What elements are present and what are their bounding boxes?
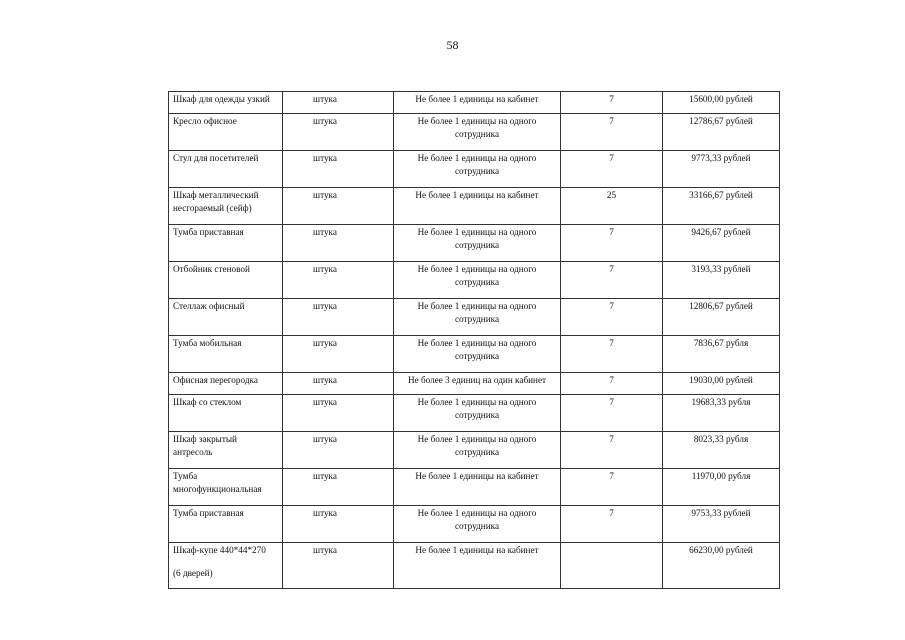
unit-text: штука [313,190,337,200]
unit-cell [283,262,394,299]
quantity-text: 7 [609,471,614,481]
item-name-cell [169,262,283,299]
item-name-cell [169,188,283,225]
price-cell [663,543,780,589]
norm-text: Не более 1 единицы на одного сотрудника [417,301,537,324]
table-row [169,432,780,469]
norm-cell [394,395,561,432]
table-body [169,92,780,589]
quantity-text: 7 [609,397,614,407]
unit-text: штука [313,94,337,104]
page-number: 58 [446,38,459,52]
price-text: 8023,33 рубля [693,434,749,444]
furniture-norms-table [168,91,780,589]
item-name-cell [169,432,283,469]
price-cell [663,336,780,373]
unit-text: штука [313,397,337,407]
unit-text: штука [313,338,337,348]
item-name-cell [169,373,283,395]
unit-cell [283,469,394,506]
item-name-cell [169,114,283,151]
item-name-text: Тумба приставная [173,508,244,518]
unit-cell [283,432,394,469]
norm-text: Не более 1 единицы на одного сотрудника [417,264,537,287]
price-text: 12806,67 рублей [689,301,753,311]
norm-cell [394,506,561,543]
norm-cell [394,188,561,225]
item-name-text: Тумба приставная [173,227,244,237]
price-cell [663,262,780,299]
norm-cell [394,114,561,151]
unit-cell [283,395,394,432]
table-row [169,151,780,188]
unit-cell [283,506,394,543]
price-text: 15600,00 рублей [689,94,753,104]
price-cell [663,469,780,506]
table-row [169,299,780,336]
norm-cell [394,299,561,336]
item-name-text: Стул для посетителей [173,153,259,163]
price-cell [663,373,780,395]
quantity-cell [561,188,663,225]
quantity-text: 25 [606,190,617,200]
item-name-text: Стеллаж офисный [173,301,245,311]
norm-text: Не более 3 единиц на один кабинет [407,375,547,385]
price-text: 9753,33 рублей [691,508,751,518]
quantity-cell [561,299,663,336]
price-text: 12786,67 рублей [689,116,753,126]
price-cell [663,299,780,336]
price-cell [663,114,780,151]
price-cell [663,432,780,469]
unit-cell [283,543,394,589]
item-name-cell [169,469,283,506]
quantity-cell [561,225,663,262]
quantity-text: 7 [609,94,614,104]
price-text: 3193,33 рублей [691,264,751,274]
norm-cell [394,469,561,506]
norm-text: Не более 1 единицы на одного сотрудника [417,153,537,176]
quantity-cell [561,432,663,469]
norm-text: Не более 1 единицы на одного сотрудника [417,434,537,457]
quantity-text: 7 [609,301,614,311]
quantity-text: 7 [609,227,614,237]
quantity-text: 7 [609,116,614,126]
quantity-text: 7 [609,508,614,518]
table-row [169,92,780,114]
price-text: 66230,00 рублей [689,545,753,555]
item-name-text: Шкаф закрытый антресоль [173,434,237,457]
item-name-cell [169,506,283,543]
unit-cell [283,92,394,114]
item-name-cell [169,92,283,114]
unit-cell [283,336,394,373]
quantity-cell [561,336,663,373]
price-text: 9773,33 рублей [691,153,751,163]
quantity-cell [561,395,663,432]
quantity-text: 7 [609,338,614,348]
item-name-cell [169,151,283,188]
norm-text: Не более 1 единицы на одного сотрудника [417,397,537,420]
table-row [169,336,780,373]
norm-cell [394,262,561,299]
price-text: 7836,67 рубля [693,338,749,348]
unit-text: штука [313,471,337,481]
item-name-text: Кресло офисное [173,116,237,126]
item-name-cell [169,225,283,262]
norm-cell [394,92,561,114]
item-name-text: Шкаф для одежды узкий [173,94,270,104]
item-name-text: Шкаф-купе 440*44*270 [173,545,266,555]
unit-text: штука [313,375,337,385]
quantity-text: 7 [609,375,614,385]
quantity-cell [561,469,663,506]
quantity-text: 7 [609,264,614,274]
unit-cell [283,373,394,395]
unit-text: штука [313,508,337,518]
unit-text: штука [313,264,337,274]
norm-text: Не более 1 единицы на одного сотрудника [417,227,537,250]
item-name-text: Шкаф металлический несгораемый (сейф) [173,190,259,213]
norm-cell [394,151,561,188]
norm-text: Не более 1 единицы на кабинет [415,190,539,200]
unit-text: штука [313,116,337,126]
table-row [169,188,780,225]
norm-text: Не более 1 единицы на одного сотрудника [417,338,537,361]
price-cell [663,395,780,432]
item-name-extra-text: (6 дверей) [173,568,213,578]
unit-text: штука [313,434,337,444]
norm-cell [394,336,561,373]
unit-cell [283,188,394,225]
price-text: 9426,67 рублей [691,227,751,237]
quantity-cell [561,151,663,188]
table-row [169,225,780,262]
norm-text: Не более 1 единицы на одного сотрудника [417,508,537,531]
quantity-cell [561,114,663,151]
unit-text: штука [313,227,337,237]
unit-cell [283,225,394,262]
table-row [169,373,780,395]
item-name-text: Офисная перегородка [173,375,258,385]
item-name-text: Тумба мобильная [173,338,242,348]
quantity-cell [561,92,663,114]
price-text: 19683,33 рубля [691,397,751,407]
line-gap [173,557,278,567]
norm-text: Не более 1 единицы на кабинет [415,94,539,104]
quantity-cell [561,543,663,589]
quantity-cell [561,373,663,395]
price-cell [663,506,780,543]
item-name-cell [169,299,283,336]
norm-text: Не более 1 единицы на кабинет [415,545,539,555]
item-name-cell [169,395,283,432]
price-text: 33166,67 рублей [689,190,753,200]
price-cell [663,225,780,262]
norm-cell [394,373,561,395]
item-name-text: Отбойник стеновой [173,264,250,274]
unit-cell [283,114,394,151]
norm-text: Не более 1 единицы на одного сотрудника [417,116,537,139]
price-cell [663,92,780,114]
table-row [169,543,780,589]
quantity-text: 7 [609,153,614,163]
unit-text: штука [313,545,337,555]
norm-text: Не более 1 единицы на кабинет [415,471,539,481]
table-row [169,506,780,543]
item-name-text: Тумба многофункциональная [173,471,262,494]
unit-cell [283,299,394,336]
norm-cell [394,432,561,469]
table-row [169,395,780,432]
item-name-text: Шкаф со стеклом [173,397,242,407]
price-text: 11970,00 рубля [691,471,751,481]
table-row [169,114,780,151]
norm-cell [394,225,561,262]
table-row [169,469,780,506]
price-cell [663,151,780,188]
price-text: 19030,00 рублей [689,375,753,385]
item-name-cell [169,336,283,373]
table-row [169,262,780,299]
quantity-cell [561,262,663,299]
unit-text: штука [313,301,337,311]
unit-cell [283,151,394,188]
item-name-cell [169,543,283,589]
quantity-text: 7 [609,434,614,444]
price-cell [663,188,780,225]
norm-cell [394,543,561,589]
unit-text: штука [313,153,337,163]
quantity-cell [561,506,663,543]
